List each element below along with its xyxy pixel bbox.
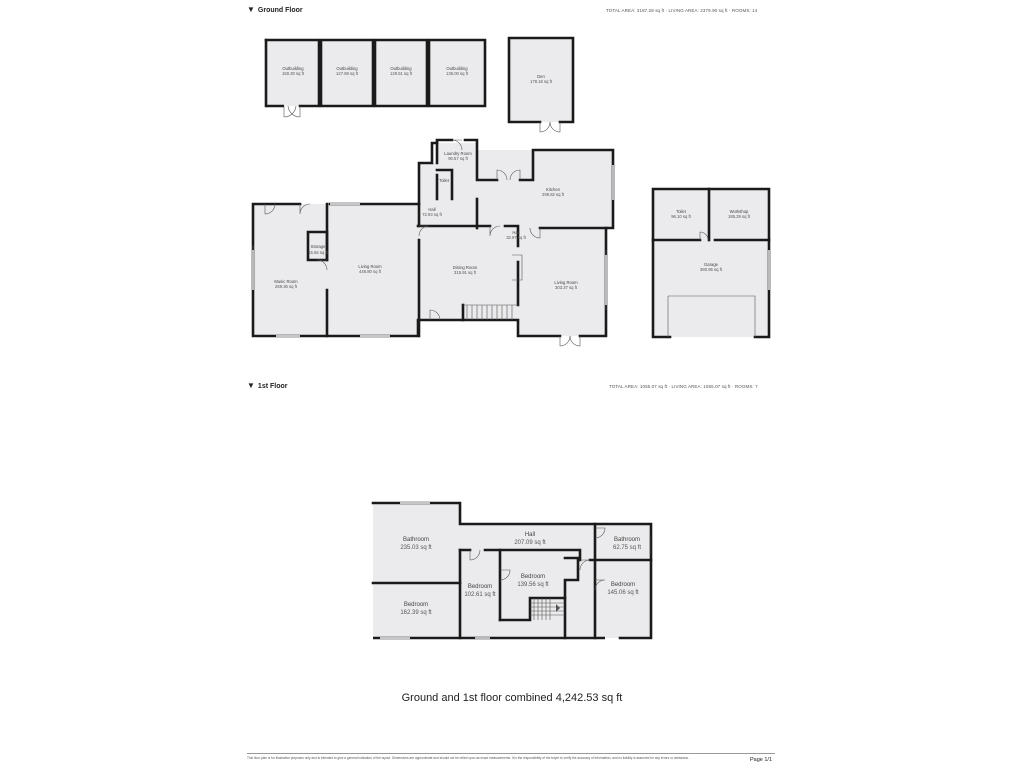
room-laundry-name: Laundry Room <box>444 151 472 156</box>
room-bedroom-1-area: 162.39 sq ft <box>400 610 432 616</box>
room-wc-name: Toilet <box>439 178 449 183</box>
room-bedroom-3-area: 139.56 sq ft <box>517 582 549 588</box>
room-living-room-2-area: 303.37 sq ft <box>555 285 577 290</box>
room-bathroom-2-name: Bathroom <box>613 537 641 543</box>
disclaimer-text: This floor plan is for illustrative purposes only and is intended to give a general indication of the layout. Dimensions are approximate and should not be relied upon as exact measurements. It is the responsibility of the buyer to verify the accuracy of information, and no liability is assumed for any errors or omissions. <box>247 756 689 760</box>
room-storage-area: 15.56 sq ft <box>308 250 328 255</box>
room-dining-room-name: Dining Room <box>452 265 478 270</box>
room-bedroom-4-area: 145.06 sq ft <box>607 590 639 596</box>
room-hall-1-name: Hall <box>428 207 436 212</box>
room-living-room-1-name: Living Room <box>358 264 382 269</box>
room-kitchen-name: Kitchen <box>546 187 560 192</box>
room-bedroom-2-name: Bedroom <box>467 584 493 590</box>
room-bathroom-2-area: 62.75 sq ft <box>612 545 642 551</box>
room-bathroom-1-area: 235.03 sq ft <box>400 545 432 551</box>
room-outbuilding-1-area: 150.30 sq ft <box>282 71 304 76</box>
room-garage-name: Garage <box>704 262 718 267</box>
room-den-area: 178.16 sq ft <box>530 79 552 84</box>
room-outbuilding-2-area: 127.69 sq ft <box>336 71 358 76</box>
room-hall-1-area: 72.93 sq ft <box>422 212 442 217</box>
room-den-name: Den <box>537 74 545 79</box>
room-bedroom-3-name: Bedroom <box>520 574 546 580</box>
room-laundry-area: 90.57 sq ft <box>448 156 468 161</box>
room-bathroom-1-name: Bathroom <box>402 537 430 543</box>
collapse-triangle-icon: ▼ <box>247 5 255 14</box>
room-bedroom-4-name: Bedroom <box>610 582 636 588</box>
room-toilet-name: Toilet <box>676 209 686 214</box>
room-outbuilding-4-area: 135.00 sq ft <box>446 71 468 76</box>
footer-divider <box>247 753 775 754</box>
room-storage-name: Storage <box>310 244 326 249</box>
room-dining-room-area: 315.91 sq ft <box>454 270 476 275</box>
page-number: Page 1/1 <box>750 757 773 763</box>
room-kitchen-area: 299.82 sq ft <box>542 192 564 197</box>
first-floor-label: 1st Floor <box>257 383 288 390</box>
room-hall-2-name: Hall <box>512 230 520 235</box>
room-bedroom-1-name: Bedroom <box>403 602 429 608</box>
first-floor-stats: TOTAL AREA: 1055.07 sq ft · LIVING AREA: 1055.07 sq ft · ROOMS: 7 <box>609 384 758 389</box>
room-hall-area: 207.09 sq ft <box>514 540 546 546</box>
room-outbuilding-2-name: Outbuilding <box>336 66 358 71</box>
room-outbuilding-4-name: Outbuilding <box>446 66 468 71</box>
room-garage-area: 380.95 sq ft <box>700 267 722 272</box>
room-workshop-name: Workshop <box>729 209 749 214</box>
combined-area-text: Ground and 1st floor combined 4,242.53 sq ft <box>401 692 623 704</box>
room-outbuilding-3-name: Outbuilding <box>390 66 412 71</box>
room-outbuilding-1-name: Outbuilding <box>282 66 304 71</box>
room-living-room-1-area: 448.80 sq ft <box>359 269 381 274</box>
room-toilet-area: 96.10 sq ft <box>671 214 691 219</box>
collapse-triangle-icon: ▼ <box>247 381 255 390</box>
room-hall-2-area: 32.97 sq ft <box>506 235 526 240</box>
ground-floor-stats: TOTAL AREA: 3187.28 sq ft · LIVING AREA: 2379.90 sq ft · ROOMS: 14 <box>606 8 758 13</box>
ground-floor-label: Ground Floor <box>257 7 303 14</box>
room-workshop-area: 185.29 sq ft <box>728 214 750 219</box>
room-outbuilding-3-area: 129.51 sq ft <box>390 71 412 76</box>
room-bedroom-2-area: 102.61 sq ft <box>464 592 496 598</box>
room-music-room-name: Music Room <box>274 279 298 284</box>
room-music-room-area: 269.36 sq ft <box>275 284 297 289</box>
room-living-room-2-name: Living Room <box>554 280 578 285</box>
room-hall-name: Hall <box>524 532 536 538</box>
